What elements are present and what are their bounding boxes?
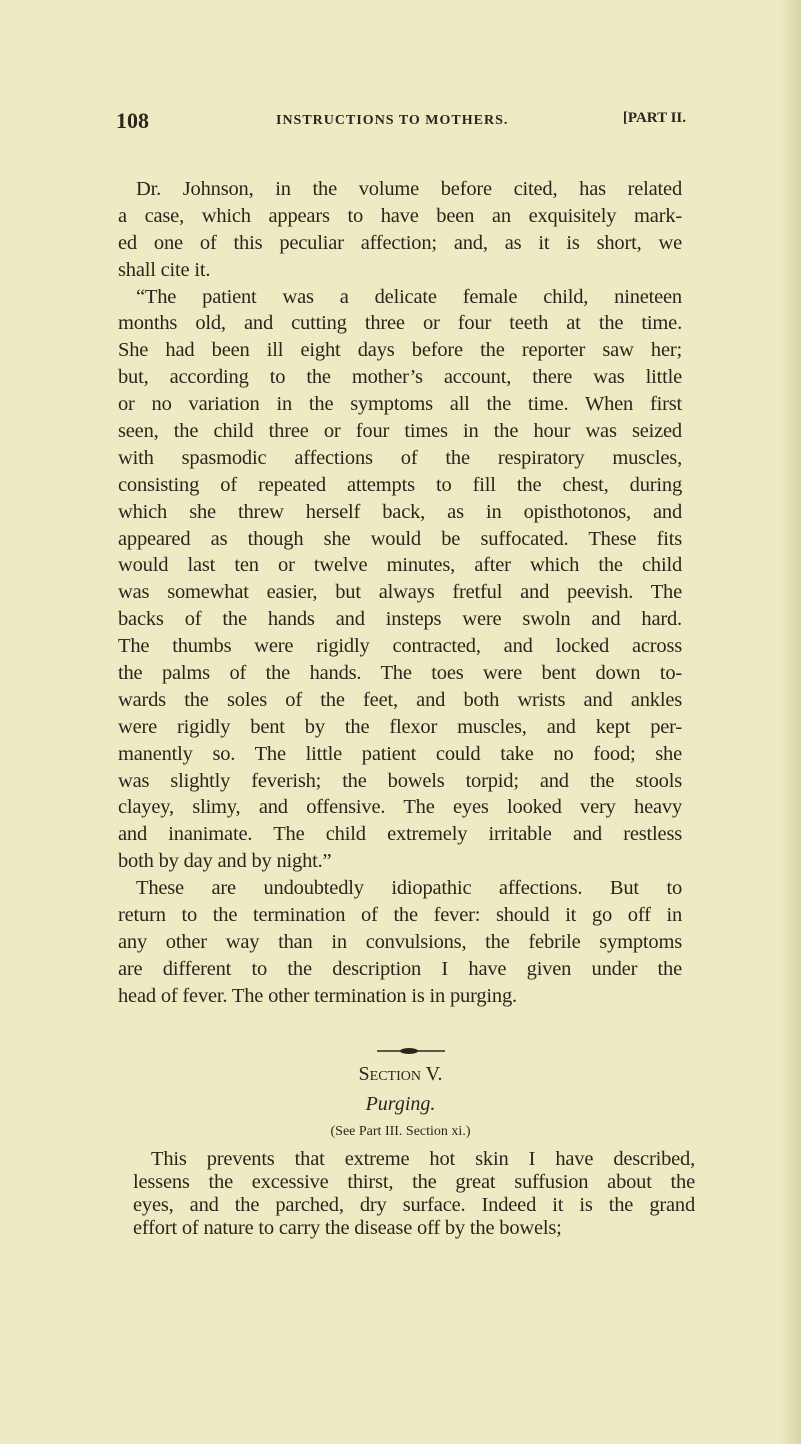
text-line: return to the termination of the fever: should it go off in bbox=[118, 904, 682, 927]
text-line: a case, which appears to have been an exquisitely mark- bbox=[118, 204, 682, 227]
text-line: any other way than in convulsions, the febrile symptoms bbox=[118, 930, 682, 953]
text-line: and inanimate. The child extremely irritable and restless bbox=[118, 823, 682, 846]
text-line: effort of nature to carry the disease off by the bowels; bbox=[133, 1217, 562, 1239]
section-heading: Section V. bbox=[358, 1063, 443, 1085]
ornament-divider bbox=[377, 1048, 445, 1054]
part-label: [PART II. bbox=[622, 110, 686, 126]
text-line: backs of the hands and insteps were swoln and hard. bbox=[118, 608, 682, 631]
text-line: head of fever. The other termination is in purging. bbox=[118, 984, 517, 1007]
text-line: Dr. Johnson, in the volume before cited, has related bbox=[136, 178, 682, 200]
text-line: wards the soles of the feet, and both wrists and ankles bbox=[118, 688, 682, 711]
body-text bbox=[118, 176, 682, 1010]
text-line: were rigidly bent by the flexor muscles, and kept per- bbox=[118, 715, 682, 738]
text-line: eyes, and the parched, dry surface. Indeed it is the grand bbox=[133, 1194, 695, 1216]
text-line: would last ten or twelve minutes, after which the child bbox=[118, 554, 682, 577]
running-title: INSTRUCTIONS TO MOTHERS. bbox=[276, 113, 509, 128]
text-line: appeared as though she would be suffocated. These fits bbox=[118, 527, 682, 550]
text-line: This prevents that extreme hot skin I have described, bbox=[151, 1148, 695, 1170]
text-line: The thumbs were rigidly contracted, and locked across bbox=[118, 635, 682, 658]
section-reference: (See Part III. Section xi.) bbox=[330, 1124, 471, 1139]
text-line: clayey, slimy, and offensive. The eyes looked very heavy bbox=[118, 796, 682, 819]
running-header bbox=[116, 108, 686, 138]
section-body-text bbox=[133, 1148, 695, 1240]
page-edge bbox=[779, 0, 801, 1444]
page-number: 108 bbox=[116, 108, 149, 133]
text-line: consisting of repeated attempts to fill the chest, during bbox=[118, 473, 682, 496]
text-line: which she threw herself back, as in opisthotonos, and bbox=[118, 500, 682, 523]
text-line: These are undoubtedly idiopathic affections. But to bbox=[136, 877, 682, 900]
text-line: seen, the child three or four times in the hour was seized bbox=[118, 420, 682, 443]
text-line: shall cite it. bbox=[118, 258, 211, 281]
text-line: lessens the excessive thirst, the great suffusion about the bbox=[133, 1171, 695, 1193]
section-title: Purging. bbox=[365, 1093, 436, 1115]
text-line: the palms of the hands. The toes were bent down to- bbox=[118, 662, 682, 685]
text-line: “The patient was a delicate female child, nineteen bbox=[136, 285, 682, 308]
text-line: manently so. The little patient could take no food; she bbox=[118, 742, 682, 765]
text-line: She had been ill eight days before the reporter saw her; bbox=[118, 339, 682, 362]
text-line: but, according to the mother’s account, there was little bbox=[118, 366, 682, 389]
text-line: or no variation in the symptoms all the time. When first bbox=[118, 393, 682, 416]
text-line: months old, and cutting three or four teeth at the time. bbox=[118, 312, 682, 335]
text-line: both by day and by night.” bbox=[118, 850, 332, 873]
text-line: was somewhat easier, but always fretful and peevish. The bbox=[118, 581, 682, 604]
text-line: was slightly feverish; the bowels torpid; and the stools bbox=[118, 769, 682, 792]
text-line: with spasmodic affections of the respiratory muscles, bbox=[118, 446, 682, 469]
text-line: are different to the description I have given under the bbox=[118, 957, 682, 980]
text-line: ed one of this peculiar affection; and, as it is short, we bbox=[118, 231, 682, 254]
